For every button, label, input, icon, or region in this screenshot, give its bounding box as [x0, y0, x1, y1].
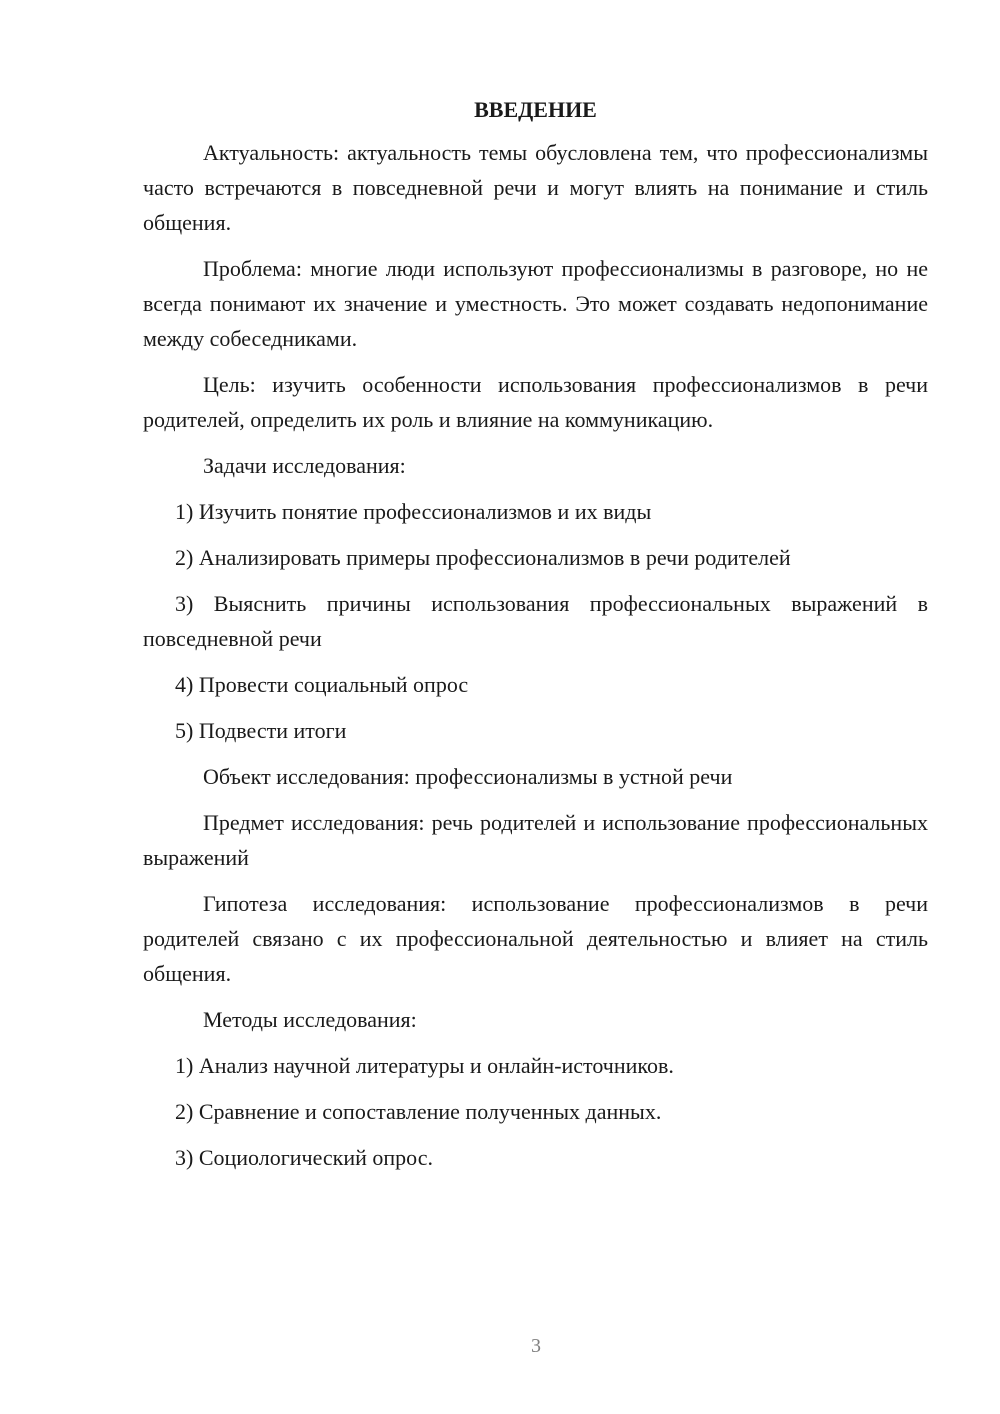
list-item: 4) Провести социальный опрос: [175, 672, 469, 697]
page-number: 3: [531, 1335, 541, 1357]
list-item: 1) Изучить понятие профессионализмов и их виды: [175, 499, 652, 524]
methods-heading: Методы исследования:: [203, 1007, 417, 1032]
section-heading: ВВЕДЕНИЕ: [474, 97, 597, 122]
list-item: 2) Анализировать примеры профессионализмов в речи родителей: [175, 545, 791, 570]
tasks-list: [143, 494, 928, 748]
problem-paragraph: Проблема: многие люди используют профессионализмы в разговоре, но не всегда понимают их значение и уместность. Это может создавать недопонимание между собеседниками.: [143, 256, 928, 351]
goal-paragraph: Цель: изучить особенности использования профессионализмов в речи родителей, определить их роль и влияние на коммуникацию.: [143, 372, 928, 432]
page-content: [143, 95, 928, 1186]
list-item: 2) Сравнение и сопоставление полученных данных.: [175, 1099, 662, 1124]
relevance-paragraph: Актуальность: актуальность темы обусловлена тем, что профессионализмы часто встречаются в повседневной речи и могут влиять на понимание и стиль общения.: [143, 140, 928, 235]
list-item: 3) Социологический опрос.: [175, 1145, 433, 1170]
hypothesis-paragraph: Гипотеза исследования: использование профессионализмов в речи родителей связано с их профессиональной деятельностью и влияет на стиль общения.: [143, 891, 928, 986]
tasks-heading: Задачи исследования:: [203, 453, 406, 478]
subject-paragraph: Предмет исследования: речь родителей и использование профессиональных выражений: [143, 810, 928, 870]
list-item: 3) Выяснить причины использования профессиональных выражений в повседневной речи: [143, 591, 928, 651]
object-paragraph: Объект исследования: профессионализмы в устной речи: [203, 764, 733, 789]
list-item: 1) Анализ научной литературы и онлайн-источников.: [175, 1053, 674, 1078]
list-item: 5) Подвести итоги: [175, 718, 347, 743]
methods-list: [143, 1048, 928, 1175]
